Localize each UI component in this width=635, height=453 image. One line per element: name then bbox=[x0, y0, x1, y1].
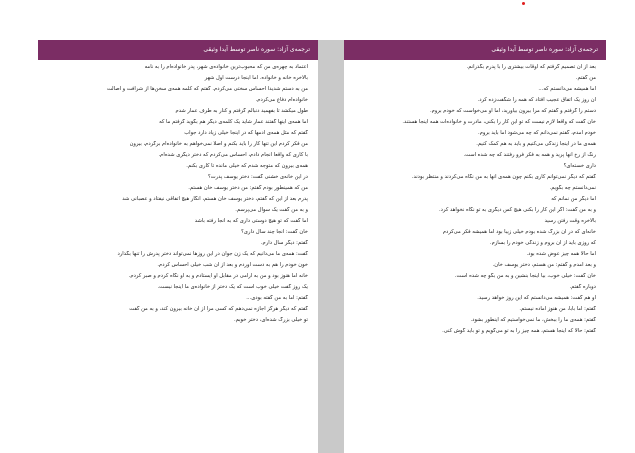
text-line: گفتم: اما بابا، من هنوز آماده نیستم. bbox=[519, 306, 596, 312]
text-line: طول میکشد تا بفهمید دنبالم گرفتم و کنار به طرف عمار شدم bbox=[175, 108, 308, 114]
text-line: داری خسته‌ای؟ bbox=[563, 163, 596, 169]
text-line: بالاخره خانه و خانواده. اما اینجا درست اول شهر bbox=[204, 75, 308, 81]
text-line: تو خیلی بزرگ شده‌ای، دختر خوبم. bbox=[234, 317, 308, 323]
text-line: رنگ از رخ آنها پرید و همه به فکر فرو رفتند که چه شده است. bbox=[463, 152, 596, 158]
text-line: خانه‌ای که در آن بزرگ شده بودم خیلی زیبا بود اما همیشه فکر می‌کردم bbox=[442, 229, 596, 235]
text-line: خان گفت که واقعا لازم نیست که تو این کار را بکنی، مادرت و خانواده‌ات همه اینجا هستند. bbox=[402, 119, 596, 125]
text-line: گفتم: اما به من گفته بودی... bbox=[246, 295, 308, 301]
text-line: و به من گفت: اگر این کار را بکنی هیچ کس دیگری به تو نگاه نخواهد کرد. bbox=[439, 207, 596, 213]
text-line: خودم آمدم، گفتم نمی‌دانم که چه می‌شود اما باید بروم. bbox=[478, 130, 596, 136]
text-line: دوباره گفتم. bbox=[569, 284, 596, 290]
left-page bbox=[38, 40, 318, 453]
text-line: خان گفت: خیلی خوب، بیا اینجا بنشین و به من بگو چه شده است. bbox=[454, 273, 596, 279]
text-line: خانواده‌ام دفاع می‌کردم. bbox=[255, 97, 308, 103]
text-line: من که همینطور بودم گفتم: من دختر یوسف خان هستم. bbox=[188, 185, 308, 191]
text-line: من گفتم. bbox=[575, 75, 596, 81]
left-page-text bbox=[38, 60, 318, 323]
right-page-text bbox=[344, 60, 606, 334]
text-line: نمی‌دانستم چه بگویم. bbox=[549, 185, 596, 191]
text-line: اما همه‌ی اینها گفتند عمار شاید یک کلمه‌ی دیگر هم بگوید گرفتم ما که bbox=[159, 119, 308, 125]
text-line: او هم گفت: همیشه می‌دانستم که این روز خواهد رسید. bbox=[477, 295, 596, 301]
text-line: بعد از آن تصمیم گرفتم که اوقات بیشتری را با پدرم بگذرانم. bbox=[466, 64, 596, 70]
text-line: من به دستم شدیدا احساس سختی می‌کردم. گفتم که کلمه همه‌ی سخن‌ها از شرافت و اصالت bbox=[106, 86, 308, 92]
text-line: گفت: همه‌ی ما می‌دانیم که یک زن جوان در این روزها نمی‌تواند دختر پدرش را تنها بگذارد bbox=[117, 251, 308, 257]
text-line: گفتم: حالا که اینجا هستم، همه چیز را به تو می‌گویم و تو باید گوش کنی. bbox=[442, 328, 596, 334]
text-line: همه‌ی بیرون که متوجه شدم که خیلی مانده تا کاری بکنم. bbox=[186, 163, 308, 169]
text-line: خانه اما هنوز بود و من به آرامی در مقابل او ایستادم و به او نگاه کردم و صبر کردم. bbox=[128, 273, 308, 279]
text-line: گفتم که دیگر هرگز اجازه نمی‌دهم که کسی مرا از آن خانه بیرون کند، و به من گفت bbox=[129, 306, 308, 312]
text-line: و بعد آمدم و گفتم: من هستم، دختر یوسف خان. bbox=[492, 262, 596, 268]
right-page-header: ترجمه‌ی آزاد: سوره ناصر توسط آیدا وثیقی bbox=[344, 40, 606, 60]
text-line: اما دیگر من نمانم که bbox=[551, 196, 596, 202]
text-line: و به من گفت یک سوال می‌پرسم. bbox=[235, 207, 308, 213]
right-page bbox=[344, 40, 606, 453]
text-line: با کاری که واقعا انجام دادم، احساس می‌کردم که دختر دیگری شده‌ام. bbox=[158, 152, 308, 158]
text-line: پدرم بعد از این که گفتم، دختر یوسف خان هستم، انگار هیچ اتفاقی نیفتاد و عصبانی شد bbox=[122, 196, 308, 202]
text-line: من فکر کردم این تنها کار را باید بکنم و اصلا نمی‌خواهم به خانواده‌ام برگردم، بیرون bbox=[129, 141, 308, 147]
page-gutter bbox=[318, 40, 344, 453]
text-line: گفتم که مثل همه‌ی آدمها که در اینجا خیلی زیاد دارد جواب bbox=[184, 130, 308, 136]
text-line: اما حالا همه چیز عوض شده بود. bbox=[526, 251, 596, 257]
red-dot-marker bbox=[522, 2, 525, 5]
text-line: که روزی باید از آن بروم و زندگی خودم را بسازم. bbox=[489, 240, 596, 246]
text-line: آن روز یک اتفاق عجیب افتاد که همه را شگفت‌زده کرد. bbox=[477, 97, 596, 103]
text-line: گفتم: همه‌ی ما را ببخش، ما نمی‌خواستیم که اینطور بشود. bbox=[470, 317, 596, 323]
text-line: خان گفت: آنجا چند سال داری؟ bbox=[241, 229, 308, 235]
text-line: گفتم: دیگر سال دارم. bbox=[260, 240, 308, 246]
text-line: بالاخره وقت رفتن رسید bbox=[544, 218, 596, 224]
text-line: خون خودم را هم به دست آوردم و بعد از آن شب خیلی احساس کردم. bbox=[157, 262, 308, 268]
text-line: در این خانه‌ی خشنی گفت: دختر یوسف پدرت؟ bbox=[207, 174, 308, 180]
text-line: همه‌ی ما در اینجا زندگی می‌کنیم و باید به هم کمک کنیم. bbox=[476, 141, 596, 147]
text-line: اعتماد به چهره‌ی من که محبوب‌ترین خانواده‌ی شهر، پدر خانواده‌ام را به نامه bbox=[144, 64, 308, 70]
left-page-header: ترجمه‌ی آزاد: سوره ناصر توسط آیدا وثیقی bbox=[38, 40, 318, 60]
text-line: گفتم که دیگر نمی‌توانم کاری بکنم چون همه‌ی آنها به من نگاه می‌کردند و منتظر بودند. bbox=[411, 174, 596, 180]
text-line: اما همیشه می‌دانستم که... bbox=[538, 86, 596, 92]
text-line: اما گفت که تو هیچ دوستی داری که به آنجا رفته باشد bbox=[194, 218, 308, 224]
text-line: یک روز گفت خیلی خوب است که یک دختر از خانواده‌ی ما اینجا نیست. bbox=[157, 284, 308, 290]
text-line: دستم را گرفتم و گفتم که مرا بیرون بیاورید، اما او می‌خواست که خودم بروم. bbox=[429, 108, 596, 114]
